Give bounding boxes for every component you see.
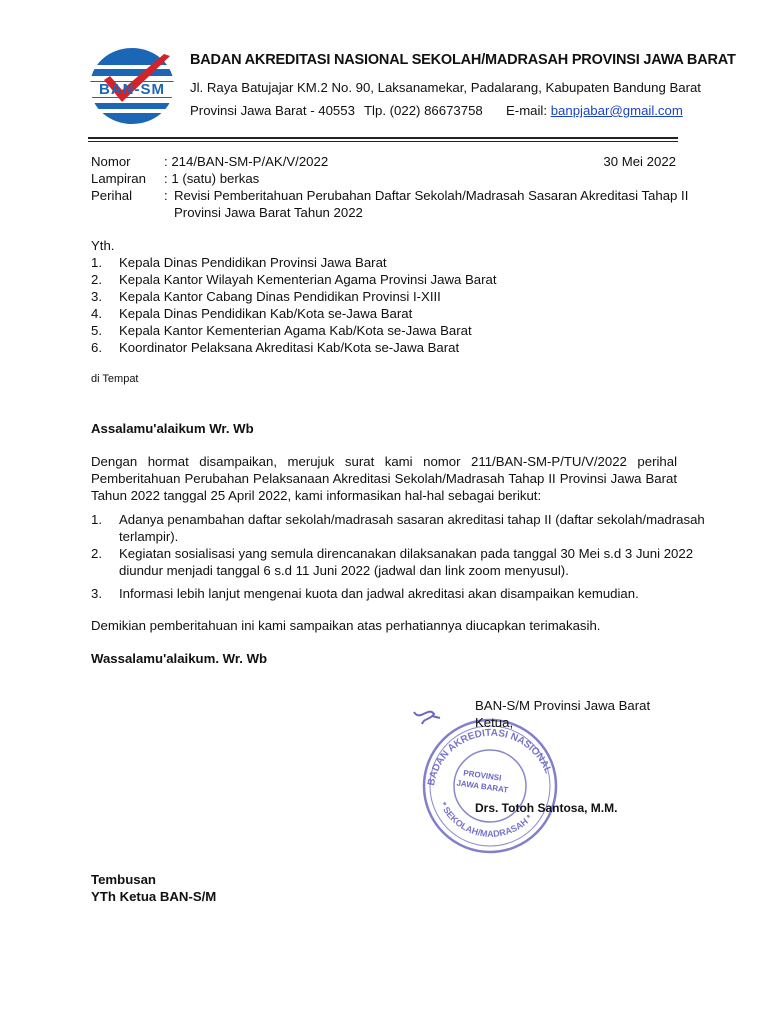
point-2-line-2: diundur menjadi tanggal 6 s.d 11 Juni 2022 (jadwal dan link zoom menyusul). [119, 563, 569, 578]
para1-line-1: Dengan hormat disampaikan, merujuk surat kami nomor 211/BAN-SM-P/TU/V/2022 perihal [91, 454, 677, 469]
signature-scribble-icon [414, 712, 440, 724]
point-3-line-1: Informasi lebih lanjut mengenai kuota dan jadwal akreditasi akan disampaikan kemudian. [119, 586, 639, 601]
org-address: Jl. Raya Batujajar KM.2 No. 90, Laksanamekar, Padalarang, Kabupaten Bandung Barat [190, 80, 701, 95]
letter-date: 30 Mei 2022 [603, 154, 676, 169]
list-text: Kepala Kantor Kementerian Agama Kab/Kota se-Jawa Barat [119, 323, 472, 338]
list-text: Kepala Dinas Pendidikan Kab/Kota se-Jawa Barat [119, 306, 413, 321]
list-item [91, 254, 497, 271]
list-text: Kepala Kantor Cabang Dinas Pendidikan Provinsi I-XIII [119, 289, 441, 304]
place-text: di Tempat [91, 373, 139, 385]
perihal-line-1: Revisi Pemberitahuan Perubahan Daftar Sekolah/Madrasah Sasaran Akreditasi Tahap II [174, 188, 689, 203]
list-item [91, 271, 497, 288]
lampiran-label: Lampiran [91, 171, 146, 186]
org-name: BADAN AKREDITASI NASIONAL SEKOLAH/MADRASAH PROVINSI JAWA BARAT [190, 52, 736, 68]
point-1-line-2: terlampir). [119, 529, 179, 544]
email-link[interactable]: banpjabar@gmail.com [550, 103, 683, 118]
logo-text: BAN-SM [99, 81, 165, 98]
stamp-inner-2: JAWA BARAT [455, 778, 509, 795]
list-item [91, 322, 497, 339]
greeting: Assalamu'alaikum Wr. Wb [91, 421, 254, 436]
stamp-outer-top: BADAN AKREDITASI NASIONAL [426, 727, 554, 787]
list-number: 6. [91, 340, 102, 355]
list-text: Kepala Kantor Wilayah Kementerian Agama Provinsi Jawa Barat [119, 272, 497, 287]
ban-sm-logo [88, 46, 176, 126]
point-number: 2. [91, 546, 102, 561]
nomor-value: : 214/BAN-SM-P/AK/V/2022 [164, 154, 329, 169]
para1-line-2: Pemberitahuan Perubahan Pelaksanaan Akreditasi Sekolah/Madrasah Tahap II Provinsi Jawa Barat [91, 471, 677, 486]
stamp-inner-1: PROVINSI [462, 768, 502, 783]
list-item [91, 305, 497, 322]
email-label: E-mail: [506, 103, 548, 118]
header-divider-thin [88, 141, 678, 142]
signature-name: Drs. Totoh Santosa, M.M. [475, 801, 618, 815]
list-number: 5. [91, 323, 102, 338]
closing-paragraph: Demikian pemberitahuan ini kami sampaikan atas perhatiannya diucapkan terimakasih. [91, 618, 601, 633]
org-phone: Tlp. (022) 86673758 [364, 103, 483, 118]
list-text: Kepala Dinas Pendidikan Provinsi Jawa Barat [119, 255, 387, 270]
point-number: 1. [91, 512, 102, 527]
lampiran-value: : 1 (satu) berkas [164, 171, 260, 186]
list-number: 3. [91, 289, 102, 304]
org-email-row [506, 103, 683, 118]
stamp-outer-bottom: * SEKOLAH/MADRASAH * [438, 800, 535, 839]
cc-item: YTh Ketua BAN-S/M [91, 889, 217, 904]
point-1-line-1: Adanya penambahan daftar sekolah/madrasah sasaran akreditasi tahap II (daftar sekolah/madrasah [119, 512, 705, 527]
cc-label: Tembusan [91, 872, 156, 887]
perihal-colon: : [164, 188, 168, 203]
list-item [91, 288, 497, 305]
list-number: 4. [91, 306, 102, 321]
para1-line-3: Tahun 2022 tanggal 25 April 2022, kami informasikan hal-hal sebagai berikut: [91, 488, 542, 503]
header-divider-thick [88, 137, 678, 139]
point-number: 3. [91, 586, 102, 601]
point-2-line-1: Kegiatan sosialisasi yang semula direncanakan dilaksanakan pada tanggal 30 Mei s.d 3 Juni 2022 [119, 546, 694, 561]
perihal-label: Perihal [91, 188, 133, 203]
list-item [91, 339, 497, 356]
recipients-intro: Yth. [91, 238, 115, 253]
perihal-line-2: Provinsi Jawa Barat Tahun 2022 [174, 205, 363, 220]
signature-role: Ketua, [475, 715, 514, 730]
org-region: Provinsi Jawa Barat - 40553 [190, 103, 355, 118]
nomor-label: Nomor [91, 154, 131, 169]
list-number: 1. [91, 255, 102, 270]
signature-org: BAN-S/M Provinsi Jawa Barat [475, 698, 651, 713]
list-text: Koordinator Pelaksana Akreditasi Kab/Kota se-Jawa Barat [119, 340, 460, 355]
recipients-list [91, 254, 497, 356]
closing-greeting: Wassalamu'alaikum. Wr. Wb [91, 651, 268, 666]
list-number: 2. [91, 272, 102, 287]
